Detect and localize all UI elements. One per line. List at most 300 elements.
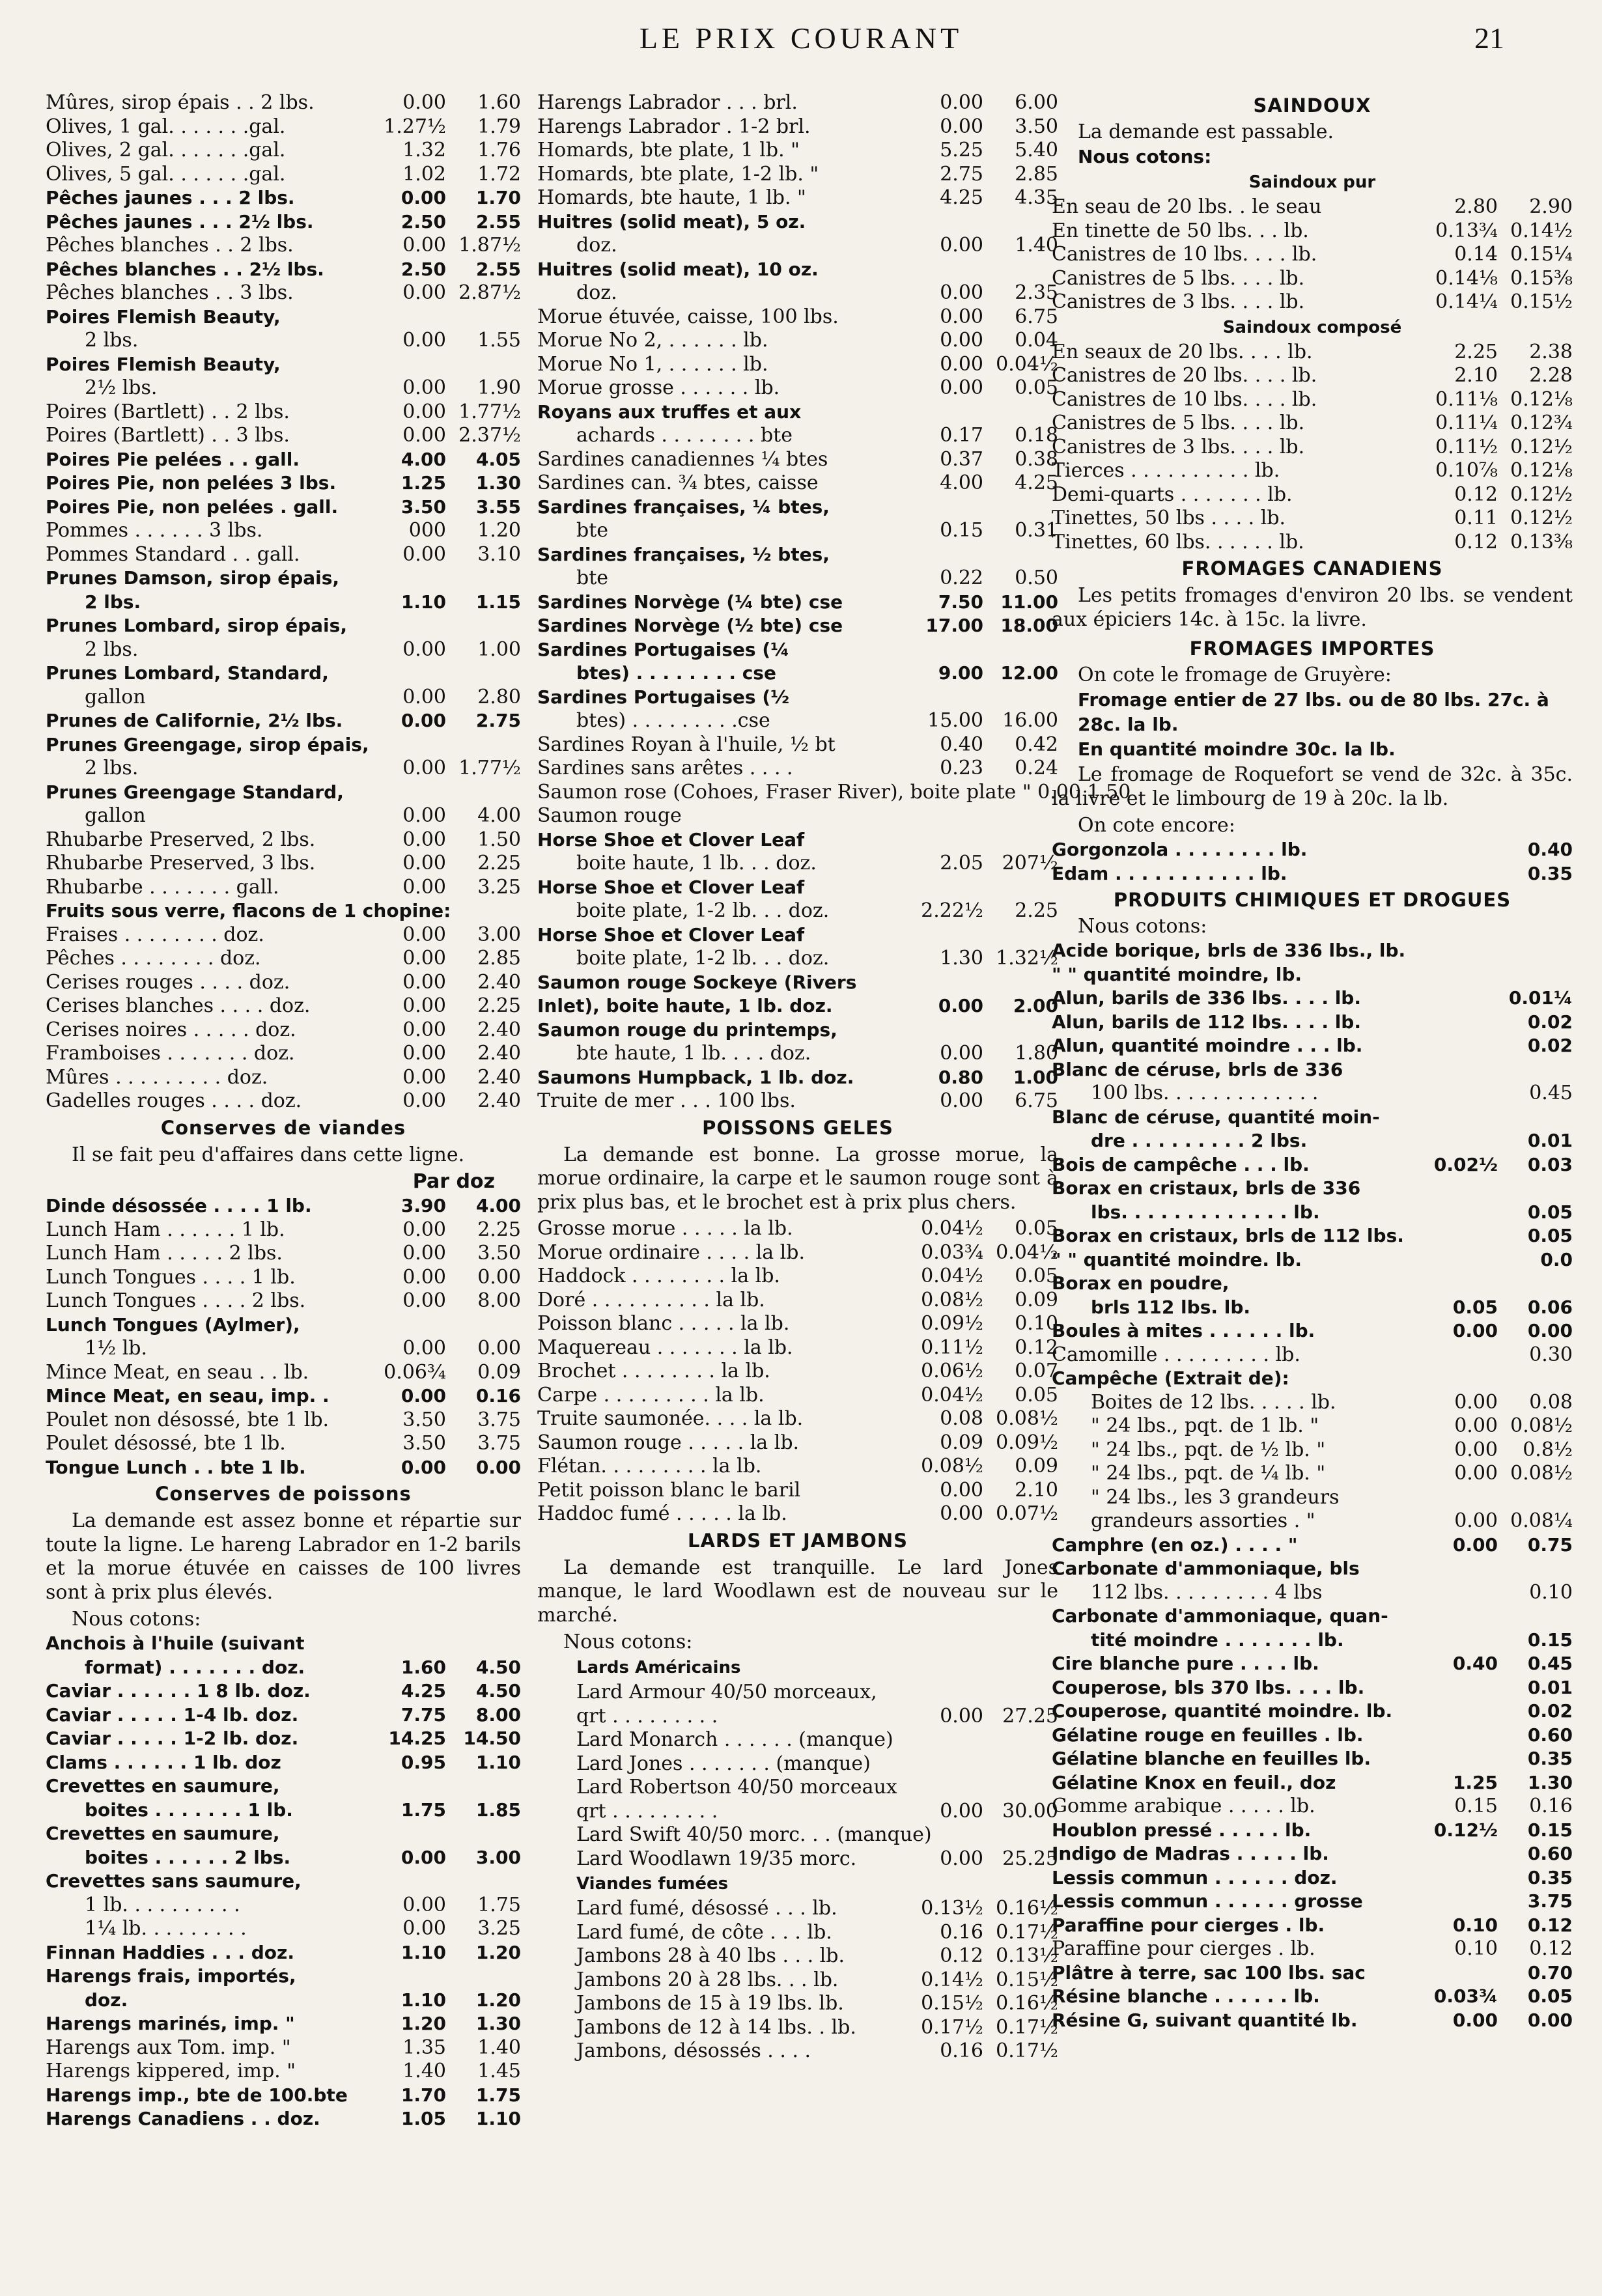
- price-low: 0.00: [402, 1337, 446, 1360]
- price-low: 3.50: [402, 1408, 446, 1431]
- price-row: [46, 876, 521, 900]
- price-high: 0.09: [1015, 1455, 1058, 1477]
- price-low: 0.02½: [1433, 1153, 1498, 1175]
- item-name: 2 lbs.: [85, 637, 139, 661]
- item-heading: [537, 496, 1058, 520]
- price-low: 1.25: [400, 472, 446, 494]
- price-row: [537, 471, 1058, 496]
- price-high: 0.01: [1527, 1130, 1573, 1151]
- price-high: 2.40: [477, 1042, 521, 1065]
- item-name: Petit poisson blanc le baril: [537, 1478, 801, 1502]
- price-low: 0.10: [1452, 1914, 1498, 1936]
- item-name: doz.: [85, 1989, 128, 2011]
- note-line: Nous cotons:: [1078, 915, 1207, 938]
- item-name: 2½ lbs.: [85, 376, 158, 399]
- price-low: 0.00: [402, 542, 446, 566]
- price-high: 1.20: [475, 1941, 521, 1963]
- section-title: Conserves de poissons: [155, 1483, 412, 1505]
- item-name: qrt . . . . . . . . .: [576, 1799, 718, 1823]
- item-name: grandeurs assorties . ": [1091, 1509, 1315, 1532]
- price-low: 2.50: [400, 258, 446, 280]
- price-low: 0.00: [402, 1042, 446, 1065]
- price-row: [46, 376, 521, 400]
- price-row: [46, 947, 521, 971]
- price-low: 1.05: [400, 2108, 446, 2129]
- price-low: 0.12: [1454, 483, 1498, 506]
- item-name: Indigo de Madras . . . . . lb.: [1052, 1843, 1329, 1864]
- item-name: Anchois à l'huile (suivant: [46, 1632, 305, 1654]
- price-row: [1052, 364, 1573, 388]
- item-name: Haddoc fumé . . . . . la lb.: [537, 1502, 787, 1525]
- subsection-title: Saindoux pur: [1248, 173, 1376, 192]
- item-name: bte: [576, 567, 609, 589]
- price-high: 1.30: [475, 472, 521, 494]
- note-line: En quantité moindre 30c. la lb.: [1078, 738, 1396, 760]
- item-name: Borax en poudre,: [1052, 1272, 1230, 1294]
- price-row: [46, 709, 521, 733]
- price-high: 0.15½: [1510, 290, 1573, 313]
- price-row: [1052, 1462, 1573, 1486]
- price-high: 1.30: [1527, 1771, 1573, 1793]
- price-low: 4.25: [400, 1680, 446, 1701]
- price-high: 12.00: [1000, 662, 1058, 684]
- price-low: 0.00: [402, 757, 446, 779]
- item-name: 1 lb. . . . . . . . . .: [85, 1893, 240, 1916]
- price-row: [46, 1384, 521, 1408]
- price-row: [537, 614, 1058, 638]
- price-high: 0.8½: [1523, 1438, 1573, 1461]
- price-row: [537, 1968, 1058, 1993]
- item-name: Morue étuvée, caisse, 100 lbs.: [537, 305, 839, 328]
- item-name: dre . . . . . . . . . 2 lbs.: [1091, 1130, 1308, 1151]
- price-high: 0.14½: [1510, 219, 1573, 242]
- price-high: 6.00: [1015, 91, 1058, 114]
- price-row: [46, 258, 521, 282]
- item-name: Camomille . . . . . . . . . lb.: [1052, 1343, 1300, 1366]
- price-high: 207½: [1002, 852, 1058, 875]
- item-heading: [537, 210, 1058, 234]
- item-heading: [46, 1869, 521, 1894]
- price-high: 16.00: [1002, 709, 1058, 732]
- price-row: [1052, 1700, 1573, 1724]
- price-high: 1.72: [477, 162, 521, 186]
- item-name: Prunes Greengage Standard,: [46, 781, 344, 803]
- price-row: [537, 1265, 1058, 1289]
- item-name: Gélatine rouge en feuilles . lb.: [1052, 1724, 1364, 1746]
- price-high: 1.79: [477, 115, 521, 138]
- price-low: 0.13¾: [1435, 219, 1498, 242]
- item-name: Cire blanche pure . . . . lb.: [1052, 1653, 1319, 1674]
- price-row: [537, 281, 1058, 305]
- price-high: 3.75: [477, 1432, 521, 1455]
- price-high: 0.06: [1527, 1296, 1573, 1318]
- price-low: 0.12½: [1433, 1819, 1498, 1841]
- price-high: 0.15¼: [1510, 243, 1573, 266]
- price-row: [46, 1042, 521, 1066]
- price-high: 2.87½: [458, 281, 521, 304]
- price-row: [537, 1336, 1058, 1360]
- item-heading: [537, 971, 1058, 995]
- price-high: 0.16½: [996, 1992, 1058, 2015]
- item-name: Caviar . . . . . 1-2 lb. doz.: [46, 1728, 299, 1749]
- price-high: 0.08½: [996, 1407, 1058, 1430]
- price-low: 2.80: [1454, 195, 1498, 218]
- note-line: La demande est passable.: [1078, 120, 1334, 143]
- price-row: [46, 139, 521, 163]
- subsection-title: Viandes fumées: [576, 1874, 729, 1894]
- price-low: 0.00: [940, 1502, 983, 1525]
- item-name: Sardines sans arêtes . . . .: [537, 757, 793, 779]
- item-name: Carpe . . . . . . . . . la lb.: [537, 1383, 765, 1407]
- item-name: En tinette de 50 lbs. . . lb.: [1052, 219, 1309, 242]
- price-high: 0.16½: [996, 1897, 1058, 1920]
- item-name: Jambons de 15 à 19 lbs. lb.: [576, 1992, 844, 2015]
- price-low: 0.08½: [921, 1455, 983, 1477]
- price-high: 0.0: [1540, 1248, 1573, 1270]
- item-name: Blanc de céruse, quantité moin-: [1052, 1106, 1380, 1128]
- item-name: Lard Monarch . . . . . . (manque): [576, 1728, 893, 1751]
- price-high: 3.75: [477, 1408, 521, 1431]
- item-name: bte: [576, 519, 609, 542]
- price-low: 2.75: [940, 162, 983, 186]
- item-name: Flétan. . . . . . . . . la lb.: [537, 1455, 762, 1477]
- price-low: 0.11: [1454, 507, 1498, 529]
- price-high: 0.03: [1527, 1153, 1573, 1175]
- price-row: [46, 828, 521, 852]
- item-heading: [537, 400, 1058, 425]
- price-high: 3.55: [475, 496, 521, 518]
- price-row: [1052, 1937, 1573, 1961]
- price-low: 0.14½: [921, 1968, 983, 1991]
- price-high: 3.00: [477, 923, 521, 946]
- item-name: Sardines Royan à l'huile, ½ bt: [537, 733, 836, 756]
- price-row: [537, 91, 1058, 115]
- item-name: Morue ordinaire . . . . la lb.: [537, 1240, 806, 1264]
- price-row: [1052, 1391, 1573, 1415]
- price-row: [537, 1502, 1058, 1526]
- price-low: 0.17: [940, 424, 983, 447]
- item-name: Couperose, quantité moindre. lb.: [1052, 1700, 1393, 1722]
- price-high: 0.00: [477, 1337, 521, 1360]
- price-row: [537, 1455, 1058, 1479]
- item-name: Cerises rouges . . . . doz.: [46, 970, 290, 994]
- item-name: Brochet . . . . . . . . la lb.: [537, 1360, 770, 1382]
- price-low: 0.00: [402, 1917, 446, 1940]
- price-high: 0.05: [1015, 1265, 1058, 1287]
- price-low: 2.10: [1454, 364, 1498, 387]
- price-high: 0.50: [1015, 567, 1058, 589]
- price-row: [46, 804, 521, 828]
- price-low: 0.00: [940, 1478, 983, 1502]
- item-heading: [1052, 1058, 1573, 1082]
- price-high: 0.12⅛: [1510, 459, 1573, 482]
- price-high: 3.75: [1527, 1890, 1573, 1912]
- item-name: Pêches jaunes . . . 2½ lbs.: [46, 210, 314, 232]
- price-high: 0.12½: [1510, 483, 1573, 506]
- item-name: Canistres de 20 lbs. . . . lb.: [1052, 364, 1317, 387]
- price-row: [1052, 1795, 1573, 1819]
- item-heading: [537, 543, 1058, 567]
- price-row: [1052, 1724, 1573, 1748]
- item-name: gallon: [85, 804, 146, 827]
- price-row: [1052, 243, 1573, 267]
- item-name: Harengs frais, importés,: [46, 1965, 296, 1987]
- price-row: [46, 1018, 521, 1043]
- price-row: [537, 329, 1058, 353]
- price-low: 0.17½: [921, 2015, 983, 2039]
- item-heading: [46, 662, 521, 686]
- price-high: 1.50: [477, 828, 521, 851]
- item-name: Framboises . . . . . . . doz.: [46, 1042, 295, 1065]
- price-low: 0.00: [402, 852, 446, 875]
- item-name: Fruits sous verre, flacons de 1 chopine:: [46, 900, 451, 921]
- price-low: 0.11½: [921, 1336, 983, 1359]
- price-high: 0.45: [1529, 1082, 1573, 1104]
- price-low: 0.06¾: [384, 1360, 446, 1384]
- price-low: 0.08½: [921, 1288, 983, 1311]
- price-high: 0.12⅛: [1510, 387, 1573, 411]
- price-row: [46, 1941, 521, 1965]
- price-high: 0.40: [1527, 839, 1573, 860]
- item-name: Poires Flemish Beauty,: [46, 353, 281, 375]
- price-high: 2.25: [1015, 899, 1058, 922]
- price-row: [46, 163, 521, 187]
- price-row: [537, 994, 1058, 1018]
- price-high: 1.87½: [458, 234, 521, 257]
- price-high: 4.25: [1015, 471, 1058, 494]
- price-row: [46, 686, 521, 710]
- price-high: 0.24: [1015, 757, 1058, 779]
- price-low: 15.00: [927, 709, 983, 732]
- price-high: 4.35: [1015, 186, 1058, 209]
- price-row: [46, 1266, 521, 1290]
- price-low: 0.11¼: [1435, 412, 1498, 434]
- item-name: Pommes . . . . . . 3 lbs.: [46, 519, 263, 542]
- price-high: 2.90: [1529, 195, 1573, 218]
- item-name: " 24 lbs., pqt. de ½ lb. ": [1091, 1438, 1326, 1461]
- price-high: 0.13½: [996, 1944, 1058, 1967]
- price-row: [46, 1218, 521, 1242]
- item-name: Jambons 20 à 28 lbs. . . lb.: [576, 1968, 839, 1991]
- price-high: 0.12: [1529, 1937, 1573, 1960]
- item-heading: [46, 305, 521, 329]
- item-name: Boites de 12 lbs. . . . . lb.: [1091, 1390, 1336, 1414]
- item-heading: [537, 1776, 1058, 1800]
- item-name: 2 lbs.: [85, 329, 139, 352]
- note-line: Nous cotons:: [1078, 146, 1212, 167]
- price-row: [537, 1921, 1058, 1945]
- price-row: [1052, 1153, 1573, 1177]
- price-row: [46, 2036, 521, 2060]
- price-high: 0.05: [1015, 1217, 1058, 1240]
- note-line: Nous cotons:: [563, 1631, 693, 1653]
- price-row: [537, 115, 1058, 139]
- price-row: [537, 947, 1058, 971]
- item-name: btes) . . . . . . . . cse: [576, 662, 776, 684]
- item-name: Sardines françaises, ½ btes,: [537, 543, 830, 565]
- item-name: Sardines canadiennes ¼ btes: [537, 447, 828, 471]
- price-low: 0.00: [1452, 2009, 1498, 2031]
- price-row: [537, 305, 1058, 329]
- item-name: Résine G, suivant quantité lb.: [1052, 2009, 1358, 2031]
- price-high: 0.09½: [996, 1431, 1058, 1454]
- price-high: 0.12½: [1510, 435, 1573, 458]
- item-name: Tinettes, 60 lbs. . . . . . lb.: [1052, 530, 1304, 553]
- price-row: [1052, 1961, 1573, 1985]
- price-high: 2.28: [1529, 364, 1573, 387]
- item-name: Lunch Ham . . . . . . 1 lb.: [46, 1218, 285, 1241]
- item-name: Canistres de 3 lbs. . . . lb.: [1052, 290, 1305, 313]
- price-low: 0.00: [400, 187, 446, 208]
- price-high: 3.50: [477, 1242, 521, 1265]
- price-row: [537, 1728, 1058, 1752]
- price-low: 0.00: [402, 234, 446, 257]
- price-high: 1.55: [477, 329, 521, 352]
- price-low: 1.75: [400, 1799, 446, 1821]
- price-row: [46, 1089, 521, 1113]
- price-row: [46, 2084, 521, 2108]
- price-low: 0.12: [1454, 530, 1498, 553]
- price-row: [537, 1066, 1058, 1090]
- price-high: 0.05: [1527, 1225, 1573, 1246]
- price-low: 0.00: [1454, 1462, 1498, 1485]
- price-high: 1.40: [1015, 234, 1058, 257]
- price-high: 1.00: [477, 637, 521, 661]
- price-low: 0.00: [402, 1089, 446, 1112]
- price-low: 0.03¾: [1433, 1985, 1498, 2007]
- item-name: Mûres, sirop épais . . 2 lbs.: [46, 91, 315, 114]
- item-name: Finnan Haddies . . . doz.: [46, 1941, 294, 1963]
- price-low: 0.00: [940, 376, 983, 399]
- price-row: [1052, 1771, 1573, 1795]
- subsection-title: Saindoux composé: [1222, 317, 1402, 337]
- price-row: [1052, 1414, 1573, 1438]
- price-high: 2.25: [477, 852, 521, 875]
- price-row: [537, 376, 1058, 400]
- price-high: 0.35: [1527, 1866, 1573, 1888]
- price-row: [46, 1846, 521, 1870]
- price-low: 1.25: [1452, 1771, 1498, 1793]
- price-high: 0.15½: [996, 1968, 1058, 1991]
- price-high: 4.00: [477, 804, 521, 827]
- item-name: Mûres . . . . . . . . . doz.: [46, 1065, 268, 1089]
- item-name: Lard Armour 40/50 morceaux,: [576, 1681, 877, 1703]
- item-name: Crevettes en saumure,: [46, 1775, 280, 1797]
- item-name: Caviar . . . . . 1-4 lb. doz.: [46, 1703, 299, 1726]
- price-row: [537, 1289, 1058, 1313]
- price-low: 0.00: [402, 804, 446, 827]
- price-low: 1.60: [400, 1656, 446, 1678]
- item-name: Olives, 2 gal. . . . . . .gal.: [46, 139, 286, 161]
- price-low: 0.00: [402, 400, 446, 423]
- price-low: 0.10⅞: [1435, 459, 1498, 482]
- item-name: Saumon rouge Sockeye (Rivers: [537, 971, 857, 993]
- item-heading: [537, 638, 1058, 662]
- price-low: 0.05: [1452, 1296, 1498, 1318]
- price-high: 2.80: [477, 685, 521, 708]
- price-row: [1052, 1842, 1573, 1866]
- price-row: [537, 2016, 1058, 2040]
- publication-title: LE PRIX COURANT: [639, 21, 963, 55]
- price-row: [1052, 1248, 1573, 1272]
- price-row: [46, 400, 521, 425]
- price-high: 1.15: [475, 591, 521, 613]
- item-name: Poires Flemish Beauty,: [46, 305, 281, 328]
- price-high: 2.10: [1015, 1478, 1058, 1502]
- price-row: [1052, 507, 1573, 531]
- price-low: 0.11½: [1435, 435, 1498, 458]
- price-low: 2.05: [940, 852, 983, 875]
- price-low: 1.02: [402, 162, 446, 186]
- price-row: [46, 1361, 521, 1385]
- price-row: [537, 1241, 1058, 1265]
- price-high: 8.00: [475, 1703, 521, 1726]
- price-low: 0.09½: [921, 1312, 983, 1335]
- price-row: [46, 923, 521, 947]
- item-name: Canistres de 5 lbs. . . . lb.: [1052, 266, 1305, 290]
- item-name: qrt . . . . . . . . .: [576, 1704, 718, 1728]
- price-row: [46, 638, 521, 662]
- item-heading: [46, 614, 521, 638]
- price-row: [1052, 1034, 1573, 1058]
- price-row: [46, 1703, 521, 1728]
- item-name: Rhubarbe . . . . . . . gall.: [46, 875, 279, 899]
- price-high: 2.40: [477, 970, 521, 994]
- item-name: Gélatine blanche en feuilles lb.: [1052, 1748, 1371, 1769]
- price-high: 1.90: [477, 376, 521, 399]
- price-row: [537, 852, 1058, 876]
- item-name: Harengs Labrador . 1-2 brl.: [537, 115, 811, 138]
- market-note: La demande est bonne. La grosse morue, la morue ordinaire, la carpe et le saumon rouge sont à prix plus bas, et le brochet est à prix plus chers.: [537, 1143, 1058, 1214]
- price-low: 1.27½: [384, 115, 446, 138]
- price-high: 0.00: [1527, 1320, 1573, 1341]
- item-name: Poires Pie, non pelées . gall.: [46, 496, 339, 518]
- price-low: 0.00: [940, 234, 983, 257]
- market-note: La demande est tranquille. Le lard Jones manque, le lard Woodlawn est de nouveau sur le marché.: [537, 1556, 1058, 1627]
- price-low: 3.50: [400, 496, 446, 518]
- item-heading: [1052, 1604, 1573, 1629]
- price-high: 1.10: [475, 1751, 521, 1773]
- price-high: 0.04: [1015, 329, 1058, 352]
- price-low: 1.10: [400, 1941, 446, 1963]
- price-high: 0.75: [1527, 1533, 1573, 1556]
- price-row: [46, 519, 521, 543]
- price-high: 0.00: [1527, 2009, 1573, 2031]
- price-row: [46, 424, 521, 448]
- item-name: Saumon rouge . . . . . la lb.: [537, 1431, 800, 1454]
- price-low: 0.14¼: [1435, 290, 1498, 313]
- price-high: 3.50: [1015, 115, 1058, 138]
- item-name: achards . . . . . . . . bte: [576, 424, 793, 447]
- price-row: [46, 757, 521, 781]
- price-row: [537, 1042, 1058, 1066]
- price-high: 0.02: [1527, 1035, 1573, 1056]
- price-row: [1052, 1581, 1573, 1605]
- item-name: Harengs aux Tom. imp. ": [46, 2036, 291, 2059]
- price-row: [1052, 459, 1573, 483]
- section-title: PRODUITS CHIMIQUES ET DROGUES: [1113, 889, 1511, 911]
- item-heading: [46, 733, 521, 757]
- item-name: Tinettes, 50 lbs . . . . lb.: [1052, 507, 1286, 529]
- section-title: Conserves de viandes: [160, 1116, 406, 1139]
- price-high: 1.30: [475, 2013, 521, 2034]
- item-name: Carbonate d'ammoniaque, quan-: [1052, 1605, 1388, 1627]
- item-name: 1¼ lb. . . . . . . . .: [85, 1917, 247, 1940]
- price-low: 0.15½: [921, 1992, 983, 2015]
- price-row: [1052, 290, 1573, 315]
- price-low: 0.00: [940, 305, 983, 328]
- price-low: 0.15: [940, 519, 983, 542]
